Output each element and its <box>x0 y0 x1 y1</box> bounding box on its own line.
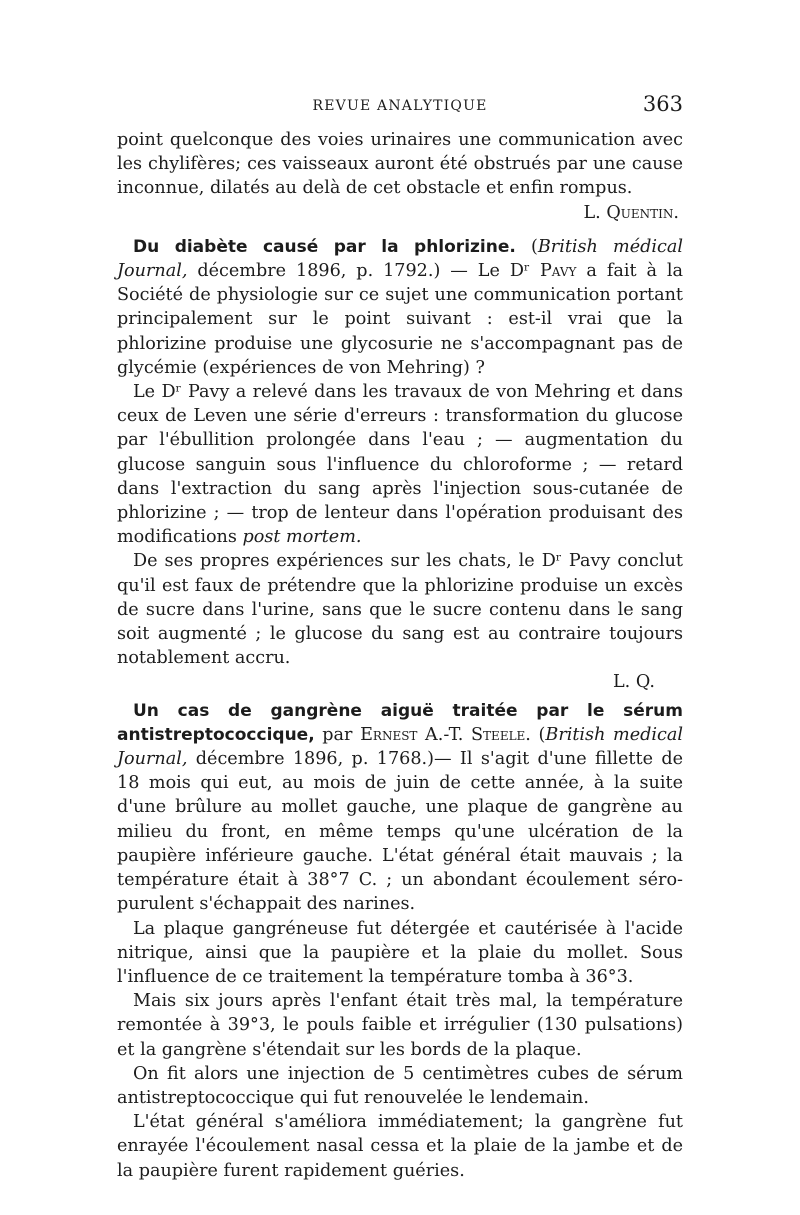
intro-text: a fait à la Société de physiologie sur ce sujet une communication portant principalement sur le point suivant : est-il vrai que la phlorizine produise une glycosurie ne s'accompagnant pas de glycémie (expériences de von Mehring) ? <box>117 261 683 378</box>
page-number: 363 <box>642 92 683 116</box>
journal-name: British medical Journal, <box>117 724 683 770</box>
citation-open: ( <box>530 724 546 745</box>
article-gangrene-paragraph-2: La plaque gangréneuse fut détergée et cautérisée à l'acide nitrique, ainsi que la paupière et la plaie du mollet. Sous l'influence de ce traitement la température tomba à 36°3. <box>117 918 683 987</box>
article-gangrene-paragraph-5: L'état général s'améliora immédiatement; la gangrène fut enrayée l'écoulement nasal cessa et la plaie de la jambe et de la paupière furent rapidement guéries. <box>117 1112 683 1181</box>
citation-open: ( <box>515 236 538 257</box>
article-title-gangrene: Un cas de gangrène aiguë traitée par le sérum antistreptococcique, <box>117 700 683 745</box>
running-title: REVUE ANALYTIQUE <box>312 98 488 114</box>
article-phlorizine-paragraph-2 <box>117 380 683 549</box>
continuation-paragraph: point quelconque des voies urinaires une communication avec les chylifères; ces vaisseaux auront été obstrués par une cause inconnue, dilatés au delà de cet obstacle et enfin rompus. <box>117 130 683 199</box>
italic-term: post mortem. <box>242 527 362 548</box>
body-text <box>117 128 683 1183</box>
article-gangrene-intro <box>117 699 683 917</box>
author-name: Pavy <box>539 261 577 282</box>
signature-lq: L. Q. <box>612 672 655 693</box>
article-phlorizine-paragraph-3: De ses propres expériences sur les chats, le Dʳ Pavy conclut qu'il est faux de prétendre que la phlorizine produise un excès de sucre dans l'urine, sans que le sucre contenu dans le sang soit augmenté ; le glucose du sang est au contraire toujours notablement accru. <box>117 551 683 669</box>
citation-rest: décembre 1896, p. 1792.) — Le Dʳ <box>187 261 540 282</box>
author-name: Ernest A.-T. Steele. <box>360 724 531 745</box>
signature-text: L. Quentin. <box>583 202 679 223</box>
signature-quentin <box>117 201 683 225</box>
par-text: par <box>314 724 361 745</box>
article-gangrene-paragraph-3: Mais six jours après l'enfant était très mal, la température remontée à 39°3, le pouls faible et irrégulier (130 pulsations) et la gangrène s'étendait sur les bords de la plaque. <box>117 991 683 1060</box>
article-title-phlorizine: Du diabète causé par la phlorizine. <box>133 236 516 257</box>
page-header <box>117 90 683 120</box>
journal-name: British médical Journal, <box>117 236 683 282</box>
citation-rest: décembre 1896, p. 1768.)— Il s'agit d'une fillette de 18 mois qui eut, au mois de juin de cette année, à la suite d'une brûlure au mollet gauche, une plaque de gangrène au milieu du front, en même temps qu'une ulcération de la paupière inférieure gauche. L'état général était mauvais ; la température était à 38°7 C. ; un abondant écoulement séro-purulent s'échappait des narines. <box>117 749 683 915</box>
article-gangrene-paragraph-4: On fit alors une injection de 5 centimètres cubes de sérum antistreptococcique qui fut renouvelée le lendemain. <box>117 1063 683 1108</box>
article-phlorizine-intro <box>117 235 683 380</box>
paragraph-text: Le Dʳ Pavy a relevé dans les travaux de von Mehring et dans ceux de Leven une série d'erreurs : transformation du glucose par l'ébullition prolongée dans l'eau ; — augmentation du glucose sanguin sous l'influence du chloroforme ; — retard dans l'extraction du sang après l'injection sous-cutanée de phlorizine ; — trop de lenteur dans l'opération produisant des modifications <box>117 382 683 548</box>
